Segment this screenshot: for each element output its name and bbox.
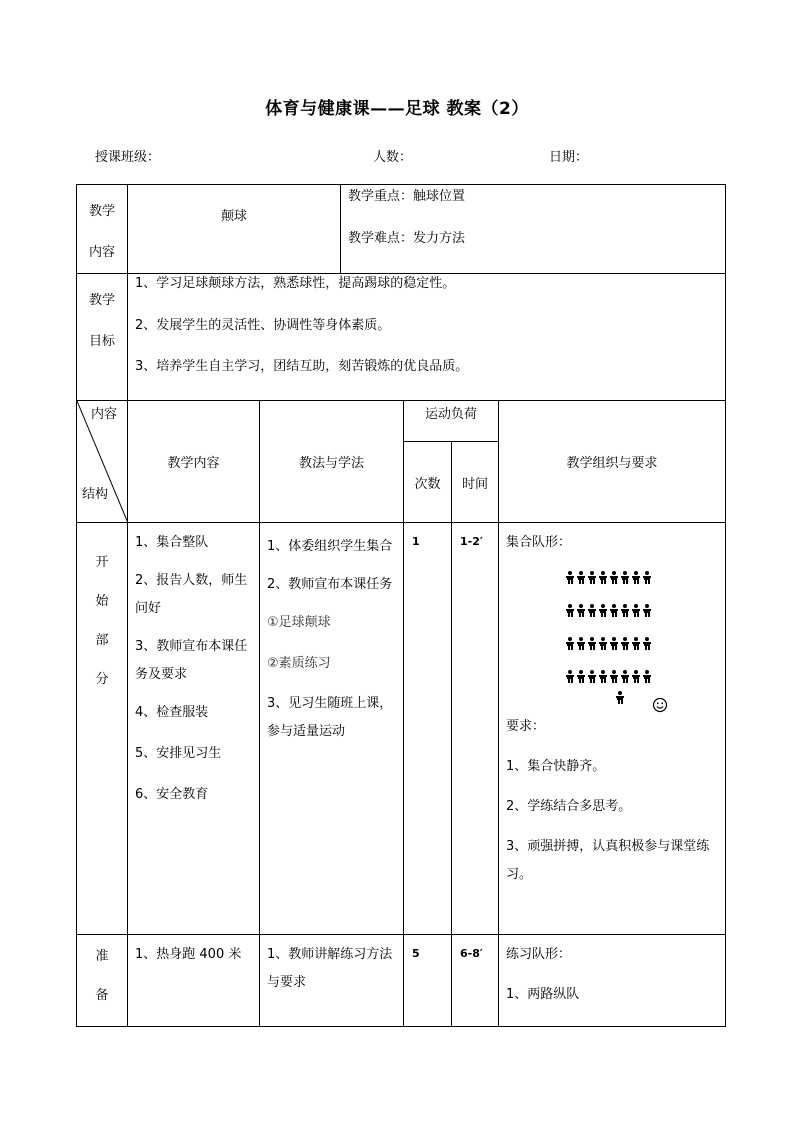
student-figure-icon [577,604,585,617]
content-item: 6、安全教育 [135,787,209,802]
student-figure-icon [621,670,629,683]
requirement-item: 3、顽强拼搏，认真积极参与课堂练习。 [506,839,710,882]
page-title: 体育与健康课——足球 教案（2） [265,99,529,119]
formation-row [566,637,721,650]
requirement-item: 2、学练结合多思考。 [506,799,632,814]
goal-item: 3、培养学生自主学习，团结互助，刻苦锻炼的优良品质。 [135,359,469,374]
content-item: 5、安排见习生 [135,746,222,761]
method-item: 2、教师宣布本课任务 [267,577,393,592]
key-points-cell [341,185,726,274]
section-start-duration: 1-2′ [452,523,499,935]
goal-item: 1、学习足球颠球方法，熟悉球性，提高踢球的稳定性。 [135,276,456,291]
student-figure-icon [577,670,585,683]
goals-cell [128,274,726,401]
teacher-row [506,691,721,717]
content-item: 3、教师宣布本课任务及要求 [135,639,248,682]
student-figure-icon [610,670,618,683]
method-item: 1、体委组织学生集合 [267,539,393,554]
student-figure-icon [577,637,585,650]
student-figure-icon [599,637,607,650]
student-figure-icon [632,571,640,584]
teacher-figure-icon [616,691,624,704]
student-figure-icon [588,637,596,650]
section-prep-duration: 6-8′ [452,935,499,1027]
student-figure-icon [610,571,618,584]
lesson-plan-table [76,184,726,1027]
student-figure-icon [588,604,596,617]
corner-bottom-label: 结构 [82,487,109,502]
section-prep-content [128,935,260,1027]
student-figure-icon [643,571,651,584]
corner-cell [77,401,128,523]
goals-head: 教学 目标 [77,274,128,401]
student-figure-icon [566,571,574,584]
section-prep-row [77,935,726,1027]
content-item: 1、集合整队 [135,535,209,550]
student-figure-icon [632,670,640,683]
content-head: 教学 内容 [77,185,128,274]
header-org: 教学组织与要求 [499,401,726,523]
header-load: 运动负荷 [404,401,499,442]
student-figure-icon [599,571,607,584]
method-item: ①足球颠球 [267,615,331,630]
section-start-row [77,523,726,935]
org-title: 练习队形： [506,947,572,962]
org-title: 集合队形： [506,535,572,550]
student-figure-icon [621,637,629,650]
section-prep-method [260,935,404,1027]
section-start-times: 1 [404,523,452,935]
key-point: 教学重点：触球位置 [348,189,466,204]
student-figure-icon [643,604,651,617]
formation-row [566,604,721,617]
student-figure-icon [621,571,629,584]
difficulty-point: 教学难点：发力方法 [348,231,466,246]
requirements-title: 要求： [506,719,546,734]
smiley-face-icon [652,697,668,713]
section-start-method [260,523,404,935]
student-figure-icon [566,670,574,683]
section-prep-name: 准 备 [77,935,128,1027]
goals-row [77,274,726,401]
method-item: 1、教师讲解练习方法与要求 [267,947,393,990]
student-figure-icon [599,670,607,683]
formation-row [566,571,721,584]
section-start-content [128,523,260,935]
student-figure-icon [632,637,640,650]
structure-header-row [77,401,726,442]
lesson-topic: 颠球 [128,185,341,274]
header-times: 次数 [404,442,452,523]
formation-row [566,670,721,683]
org-item: 1、两路纵队 [506,987,580,1002]
student-figure-icon [643,670,651,683]
student-figure-icon [621,604,629,617]
content-item: 2、报告人数，师生问好 [135,573,248,616]
student-figure-icon [599,604,607,617]
student-figure-icon [577,571,585,584]
section-start-name: 开 始 部 分 [77,523,128,935]
content-row [77,185,726,274]
section-prep-org [499,935,726,1027]
student-figure-icon [588,670,596,683]
count-label: 人数： [373,150,413,165]
method-item: ②素质练习 [267,656,331,671]
formation-diagram [566,571,721,683]
header-duration: 时间 [452,442,499,523]
goal-item: 2、发展学生的灵活性、协调性等身体素质。 [135,318,391,333]
student-figure-icon [632,604,640,617]
section-prep-times: 5 [404,935,452,1027]
student-figure-icon [588,571,596,584]
student-figure-icon [566,604,574,617]
student-figure-icon [566,637,574,650]
class-label: 授课班级： [95,150,161,165]
header-content: 教学内容 [128,401,260,523]
section-start-org [499,523,726,935]
date-label: 日期： [549,150,589,165]
method-item: 3、见习生随班上课，参与适量运动 [267,696,393,739]
corner-top-label: 内容 [91,407,118,422]
content-item: 4、检查服装 [135,705,209,720]
header-method: 教法与学法 [260,401,404,523]
student-figure-icon [610,637,618,650]
student-figure-icon [610,604,618,617]
student-figure-icon [643,637,651,650]
requirement-item: 1、集合快静齐。 [506,759,606,774]
content-item: 1、热身跑 400 米 [135,947,242,962]
